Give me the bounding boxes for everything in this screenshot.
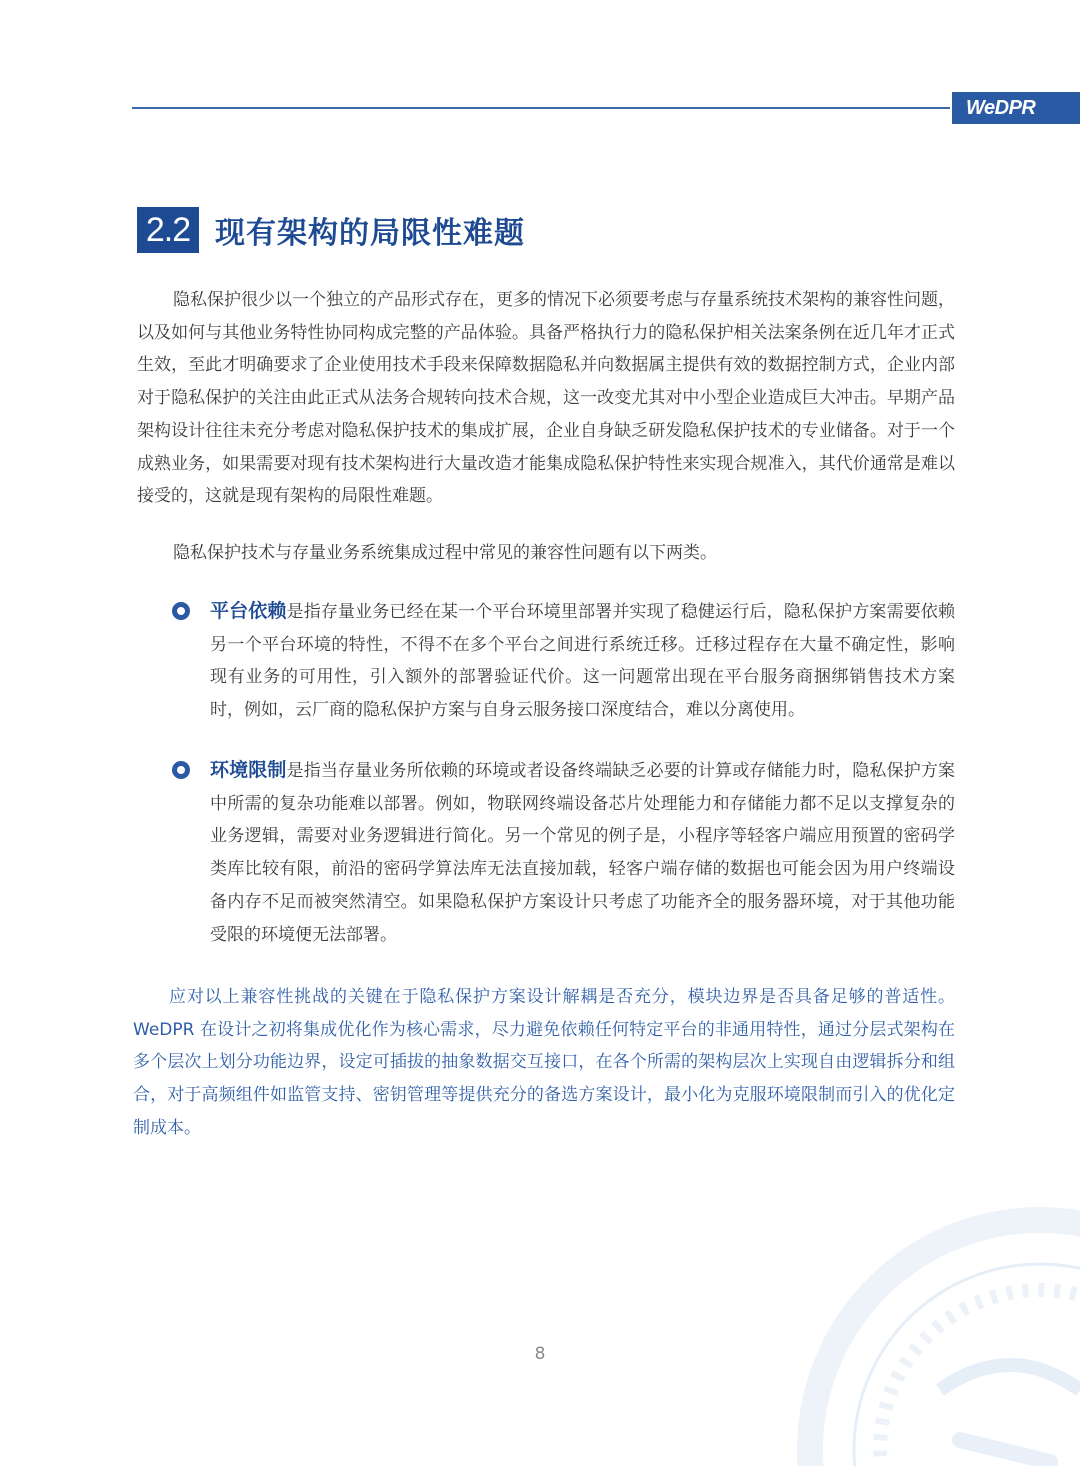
bullet-body: 是指当存量业务所依赖的环境或者设备终端缺乏必要的计算或存储能力时，隐私保护方案中所需的复杂功能难以部署。例如，物联网终端设备芯片处理能力和存储能力都不足以支撑复杂的业务逻辑，需要对业务逻辑进行简化。另一个常见的例子是，小程序等轻客户端应用预置的密码学类库比较有限，前沿的密码学算法库无法直接加载，轻客户端存储的数据也可能会因为用户终端设备内存不足而被突然清空。如果隐私保护方案设计只考虑了功能齐全的服务器环境，对于其他功能受限的环境便无法部署。 <box>210 761 955 945</box>
section-number: 2.2 <box>137 207 199 253</box>
bullet-body: 是指存量业务已经在某一个平台环境里部署并实现了稳健运行后，隐私保护方案需要依赖另一个平台环境的特性，不得不在多个平台之间进行系统迁移。迁移过程存在大量不确定性，影响现有业务的可用性，引入额外的部署验证代价。这一问题常出现在平台服务商捆绑销售技术方案时，例如，云厂商的隐私保护方案与自身云服务接口深度结合，难以分离使用。 <box>210 602 955 721</box>
bullet-paragraph <box>210 754 955 951</box>
section-title: 现有架构的局限性难题 <box>215 216 525 251</box>
bullet-item-platform-dependency <box>172 595 955 727</box>
section-heading <box>137 207 525 253</box>
page-number: 8 <box>534 1344 546 1364</box>
lead-in-paragraph: 隐私保护技术与存量业务系统集成过程中常见的兼容性问题有以下两类。 <box>173 543 717 563</box>
bullet-paragraph <box>210 595 955 727</box>
watermark-decoration-icon <box>790 1200 1080 1466</box>
bullet-ring-icon <box>172 602 190 620</box>
summary-paragraph: 应对以上兼容性挑战的关键在于隐私保护方案设计解耦是否充分，模块边界是否具备足够的普适性。WeDPR 在设计之初将集成优化作为核心需求，尽力避免依赖任何特定平台的非通用特性，通过分层式架构在多个层次上划分功能边界，设定可插拔的抽象数据交互接口，在各个所需的架构层次上实现自由逻辑拆分和组合，对于高频组件如监管支持、密钥管理等提供充分的备选方案设计，最小化为克服环境限制而引入的优化定制成本。 <box>133 987 955 1138</box>
bullet-term: 平台依赖 <box>210 600 287 622</box>
bullet-item-environment-limits <box>172 754 955 951</box>
intro-paragraph: 隐私保护很少以一个独立的产品形式存在，更多的情况下必须要考虑与存量系统技术架构的兼容性问题，以及如何与其他业务特性协同构成完整的产品体验。具备严格执行力的隐私保护相关法案条例在近几年才正式生效，至此才明确要求了企业使用技术手段来保障数据隐私并向数据属主提供有效的数据控制方式，企业内部对于隐私保护的关注由此正式从法务合规转向技术合规，这一改变尤其对中小型企业造成巨大冲击。早期产品架构设计往往未充分考虑对隐私保护技术的集成扩展，企业自身缺乏研发隐私保护技术的专业储备。对于一个成熟业务，如果需要对现有技术架构进行大量改造才能集成隐私保护特性来实现合规准入，其代价通常是难以接受的，这就是现有架构的局限性难题。 <box>137 290 955 507</box>
wedpr-logo: WeDPR <box>952 92 1080 124</box>
bullet-term: 环境限制 <box>210 759 287 781</box>
header-rule <box>132 107 950 109</box>
bullet-ring-icon <box>172 761 190 779</box>
